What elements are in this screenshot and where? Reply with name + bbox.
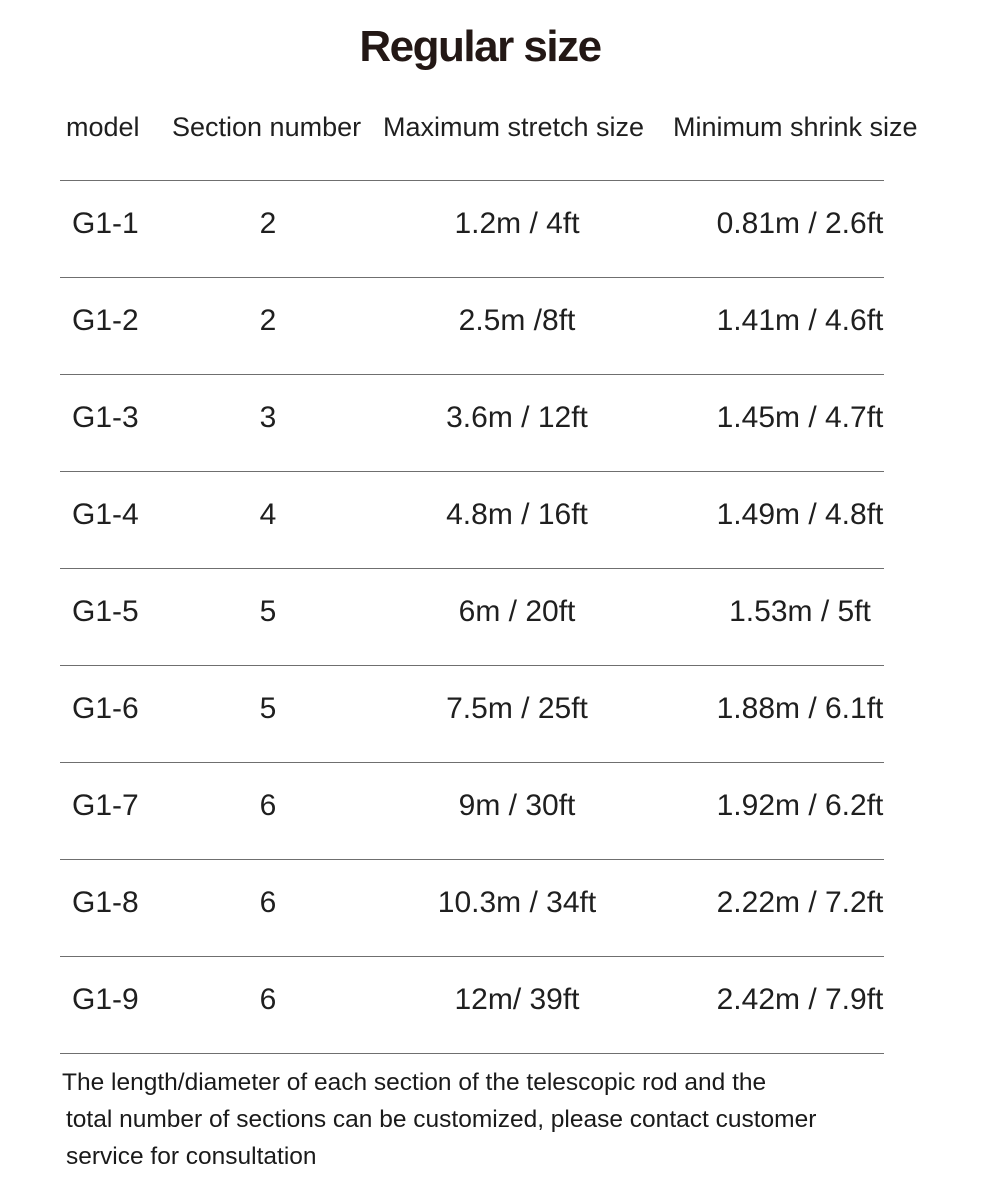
cell-maximum-stretch: 2.5m /8ft xyxy=(458,304,576,337)
size-table xyxy=(60,180,884,1054)
cell-maximum-stretch: 4.8m / 16ft xyxy=(446,498,588,531)
cell-section-number: 3 xyxy=(259,401,277,434)
cell-section-number: 5 xyxy=(259,595,277,628)
table-header xyxy=(0,112,1000,152)
cell-minimum-shrink: 1.88m / 6.1ft xyxy=(716,692,884,725)
cell-model: G1-2 xyxy=(72,304,139,337)
table-row xyxy=(60,472,884,569)
header-maximum-stretch-size: Maximum stretch size xyxy=(383,112,645,142)
cell-section-number: 6 xyxy=(259,983,277,1016)
cell-minimum-shrink: 1.49m / 4.8ft xyxy=(716,498,884,531)
cell-maximum-stretch: 6m / 20ft xyxy=(458,595,576,628)
cell-model: G1-3 xyxy=(72,401,139,434)
cell-minimum-shrink: 1.92m / 6.2ft xyxy=(716,789,884,822)
table-row xyxy=(60,375,884,472)
cell-minimum-shrink: 1.45m / 4.7ft xyxy=(716,401,884,434)
cell-maximum-stretch: 1.2m / 4ft xyxy=(454,207,580,240)
cell-model: G1-9 xyxy=(72,983,139,1016)
cell-minimum-shrink: 2.42m / 7.9ft xyxy=(716,983,884,1016)
table-row xyxy=(60,957,884,1054)
cell-model: G1-7 xyxy=(72,789,139,822)
cell-section-number: 5 xyxy=(259,692,277,725)
page-title: Regular size xyxy=(359,22,601,71)
cell-minimum-shrink: 2.22m / 7.2ft xyxy=(716,886,884,919)
cell-maximum-stretch: 10.3m / 34ft xyxy=(437,886,597,919)
cell-section-number: 6 xyxy=(259,886,277,919)
cell-minimum-shrink: 0.81m / 2.6ft xyxy=(716,207,884,240)
customization-note xyxy=(62,1064,942,1175)
note-line: total number of sections can be customized, please contact customer xyxy=(66,1106,817,1133)
note-line: The length/diameter of each section of the telescopic rod and the xyxy=(62,1069,767,1096)
header-minimum-shrink-size: Minimum shrink size xyxy=(673,112,918,142)
cell-maximum-stretch: 7.5m / 25ft xyxy=(446,692,588,725)
cell-model: G1-4 xyxy=(72,498,139,531)
cell-section-number: 4 xyxy=(259,498,277,531)
table-row xyxy=(60,181,884,278)
cell-maximum-stretch: 9m / 30ft xyxy=(458,789,576,822)
cell-model: G1-1 xyxy=(72,207,139,240)
cell-section-number: 2 xyxy=(259,207,277,240)
cell-model: G1-5 xyxy=(72,595,139,628)
cell-section-number: 2 xyxy=(259,304,277,337)
cell-maximum-stretch: 3.6m / 12ft xyxy=(446,401,588,434)
cell-maximum-stretch: 12m/ 39ft xyxy=(454,983,580,1016)
cell-section-number: 6 xyxy=(259,789,277,822)
header-section-number: Section number xyxy=(172,112,362,142)
table-row xyxy=(60,666,884,763)
table-row xyxy=(60,278,884,375)
cell-minimum-shrink: 1.41m / 4.6ft xyxy=(716,304,884,337)
header-model: model xyxy=(66,112,140,142)
table-row xyxy=(60,860,884,957)
cell-model: G1-6 xyxy=(72,692,139,725)
cell-model: G1-8 xyxy=(72,886,139,919)
note-line: service for consultation xyxy=(66,1143,317,1170)
table-row xyxy=(60,569,884,666)
cell-minimum-shrink: 1.53m / 5ft xyxy=(729,595,871,628)
table-row xyxy=(60,763,884,860)
